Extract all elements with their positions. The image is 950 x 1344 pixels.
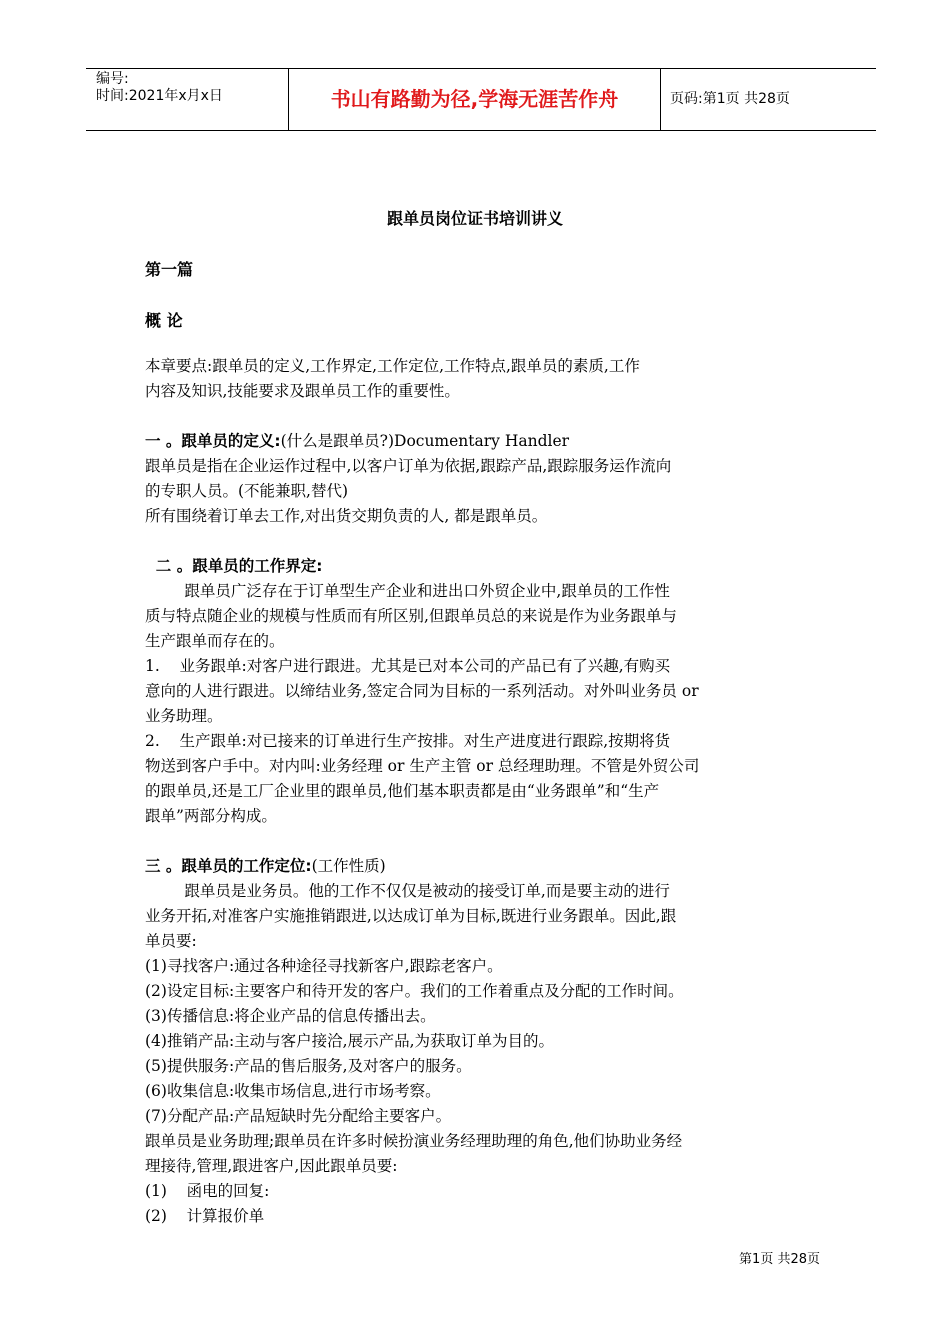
header-motto: 书山有路勤为径,学海无涯苦作舟 [330,87,619,111]
body-line: 跟单员广泛存在于订单型生产企业和进出口外贸企业中,跟单员的工作性 [145,582,670,600]
header-page-info: 页码:第1页 共28页 [670,91,790,107]
header-meta [86,69,288,130]
section-heading-rest: (工作性质) [311,857,386,875]
body-line: 跟单员是业务员。他的工作不仅仅是被动的接受订单,而是要主动的进行 [145,882,670,900]
list-item: (2)设定目标:主要客户和待开发的客户。我们的工作着重点及分配的工作时间。 [145,982,684,1000]
document-body [145,354,825,1229]
section-heading-definition [145,429,825,454]
list-item: (6)收集信息:收集市场信息,进行市场考察。 [145,1082,441,1100]
page-header [86,68,876,131]
chapter-title: 概 论 [145,311,183,330]
page-footer: 第1页 共28页 [739,1252,820,1267]
body-line: 物送到客户手中。对内叫:业务经理 or 生产主管 or 总经理助理。不管是外贸公司 [145,757,700,775]
list-item: (3)传播信息:将企业产品的信息传播出去。 [145,1007,436,1025]
list-item: (4)推销产品:主动与客户接洽,展示产品,为获取订单为目的。 [145,1032,555,1050]
body-line: 业务开拓,对准客户实施推销跟进,以达成订单为目标,既进行业务跟单。因此,跟 [145,907,677,925]
header-divider [660,69,661,130]
body-line: 所有围绕着订单去工作,对出货交期负责的人, 都是跟单员。 [145,507,548,525]
section-heading-bold: 三 。跟单员的工作定位: [145,857,312,875]
body-line: 跟单”两部分构成。 [145,807,277,825]
body-line: 本章要点:跟单员的定义,工作界定,工作定位,工作特点,跟单员的素质,工作 [145,357,640,375]
part-title: 第一篇 [145,260,194,279]
body-line: 理接待,管理,跟进客户,因此跟单员要: [145,1157,398,1175]
list-item: (1)寻找客户:通过各种途径寻找新客户,跟踪老客户。 [145,957,503,975]
body-line: 生产跟单而存在的。 [145,632,285,650]
section-heading-bold: 一 。跟单员的定义: [145,432,281,450]
body-line: 质与特点随企业的规模与性质而有所区别,但跟单员总的来说是作为业务跟单与 [145,607,677,625]
blank-line [145,404,825,429]
body-line: 业务助理。 [145,707,223,725]
blank-line [145,529,825,554]
section-heading-scope [145,554,825,579]
body-line: 的专职人员。(不能兼职,替代) [145,482,349,500]
body-line: 内容及知识,技能要求及跟单员工作的重要性。 [145,382,460,400]
section-heading-bold: 二 。跟单员的工作界定: [145,557,323,575]
body-line: 2. 生产跟单:对已接来的订单进行生产按排。对生产进度进行跟踪,按期将货 [145,732,671,750]
list-item: (2) 计算报价单 [145,1207,265,1225]
document-title: 跟单员岗位证书培训讲义 [386,209,563,228]
blank-line [145,829,825,854]
body-line: 1. 业务跟单:对客户进行跟进。尤其是已对本公司的产品已有了兴趣,有购买 [145,657,671,675]
number-label: 编号: [96,71,129,87]
body-line: 跟单员是指在企业运作过程中,以客户订单为依据,跟踪产品,跟踪服务运作流向 [145,457,672,475]
section-heading-rest: (什么是跟单员?)Documentary Handler [280,432,570,450]
section-heading-position [145,854,825,879]
body-line: 跟单员是业务助理;跟单员在许多时候扮演业务经理助理的角色,他们协助业务经 [145,1132,683,1150]
list-item: (7)分配产品:产品短缺时先分配给主要客户。 [145,1107,452,1125]
list-item: (1) 函电的回复: [145,1182,270,1200]
body-line: 意向的人进行跟进。以缔结业务,签定合同为目标的一系列活动。对外叫业务员 or [145,682,699,700]
body-line: 的跟单员,还是工厂企业里的跟单员,他们基本职责都是由“业务跟单”和“生产 [145,782,660,800]
list-item: (5)提供服务:产品的售后服务,及对客户的服务。 [145,1057,472,1075]
time-label: 时间:2021年x月x日 [96,88,223,104]
body-line: 单员要: [145,932,197,950]
